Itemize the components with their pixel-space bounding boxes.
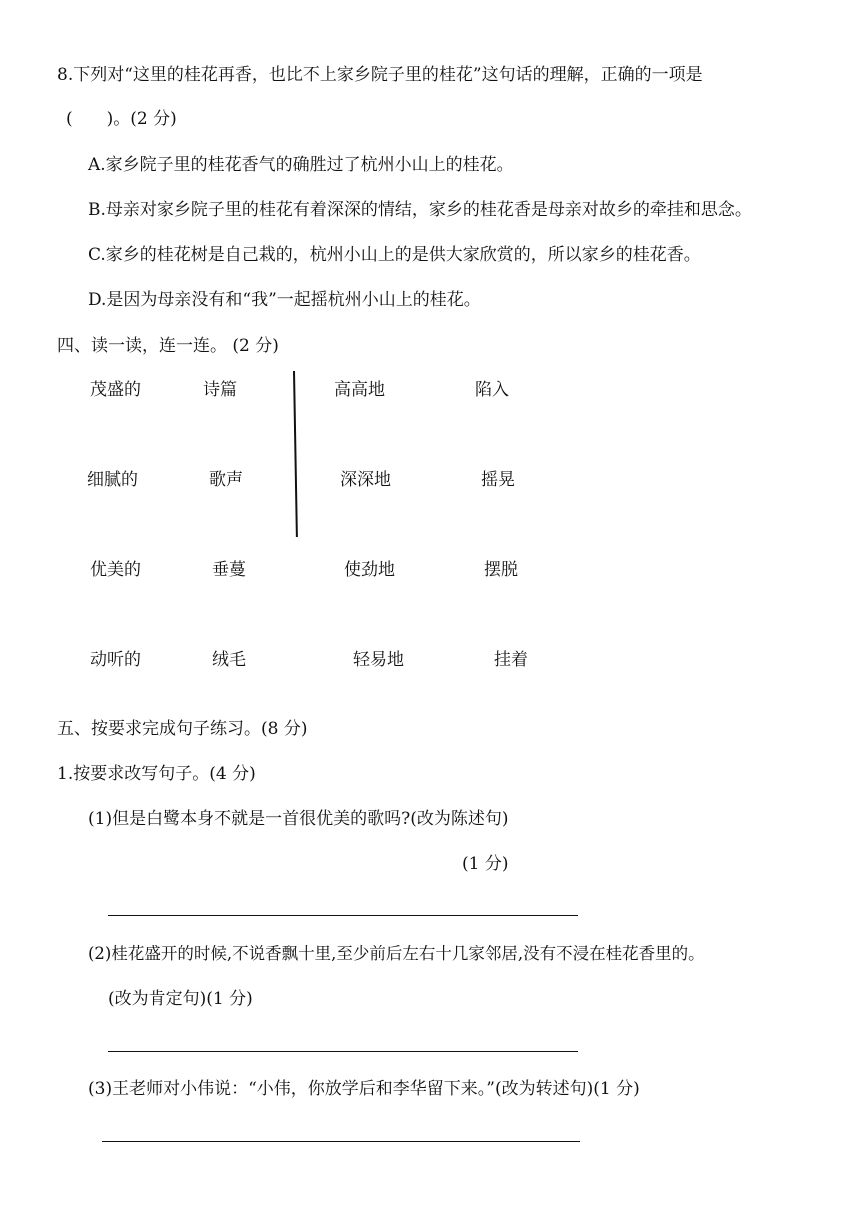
match-word: 高高地 xyxy=(334,380,385,400)
q8-stem: 8.下列对“这里的桂花再香，也比不上家乡院子里的桂花”这句话的理解，正确的一项是 xyxy=(57,65,703,85)
q8-answer-blank: ( )。(2 分) xyxy=(66,109,177,129)
match-word: 挂着 xyxy=(494,650,528,670)
q8-option-a: A.家乡院子里的桂花香气的确胜过了杭州小山上的桂花。 xyxy=(88,155,514,175)
match-word: 歌声 xyxy=(209,470,243,490)
q8-option-c: C.家乡的桂花树是自己栽的，杭州小山上的是供大家欣赏的，所以家乡的桂花香。 xyxy=(88,245,701,265)
q8-option-b: B.母亲对家乡院子里的桂花有着深深的情结，家乡的桂花香是母亲对故乡的牵挂和思念。 xyxy=(88,200,752,220)
match-word: 使劲地 xyxy=(344,560,395,580)
q8-option-d: D.是因为母亲没有和“我”一起摇杭州小山上的桂花。 xyxy=(88,290,481,310)
rewrite-item-2-score: (改为肯定句)(1 分) xyxy=(108,989,253,1009)
match-word: 细腻的 xyxy=(87,470,138,490)
section5-q1-title: 1.按要求改写句子。(4 分) xyxy=(57,764,256,784)
match-word: 摆脱 xyxy=(484,560,518,580)
match-word: 陷入 xyxy=(475,380,509,400)
rewrite-item-1: (1)但是白鹭本身不就是一首很优美的歌吗?(改为陈述句) xyxy=(88,809,509,829)
match-word: 动听的 xyxy=(90,650,141,670)
match-word: 垂蔓 xyxy=(212,560,246,580)
rewrite-item-1-score: (1 分) xyxy=(462,854,509,874)
match-word: 摇晃 xyxy=(481,470,515,490)
answer-line-1[interactable] xyxy=(108,915,578,916)
match-word: 绒毛 xyxy=(212,650,246,670)
rewrite-item-2: (2)桂花盛开的时候,不说香飘十里,至少前后左右十几家邻居,没有不浸在桂花香里的。 xyxy=(88,944,705,963)
match-word: 轻易地 xyxy=(353,650,404,670)
matching-divider-line xyxy=(293,371,298,537)
match-word: 诗篇 xyxy=(203,380,237,400)
section5-title: 五、按要求完成句子练习。(8 分) xyxy=(57,719,308,739)
section4-title: 四、读一读，连一连。 (2 分) xyxy=(57,336,279,356)
match-word: 茂盛的 xyxy=(90,380,141,400)
match-word: 优美的 xyxy=(90,560,141,580)
rewrite-item-3: (3)王老师对小伟说：“小伟，你放学后和李华留下来。”(改为转述句)(1 分) xyxy=(88,1079,640,1099)
answer-line-2[interactable] xyxy=(108,1051,578,1052)
match-word: 深深地 xyxy=(340,470,391,490)
answer-line-3[interactable] xyxy=(102,1141,580,1142)
